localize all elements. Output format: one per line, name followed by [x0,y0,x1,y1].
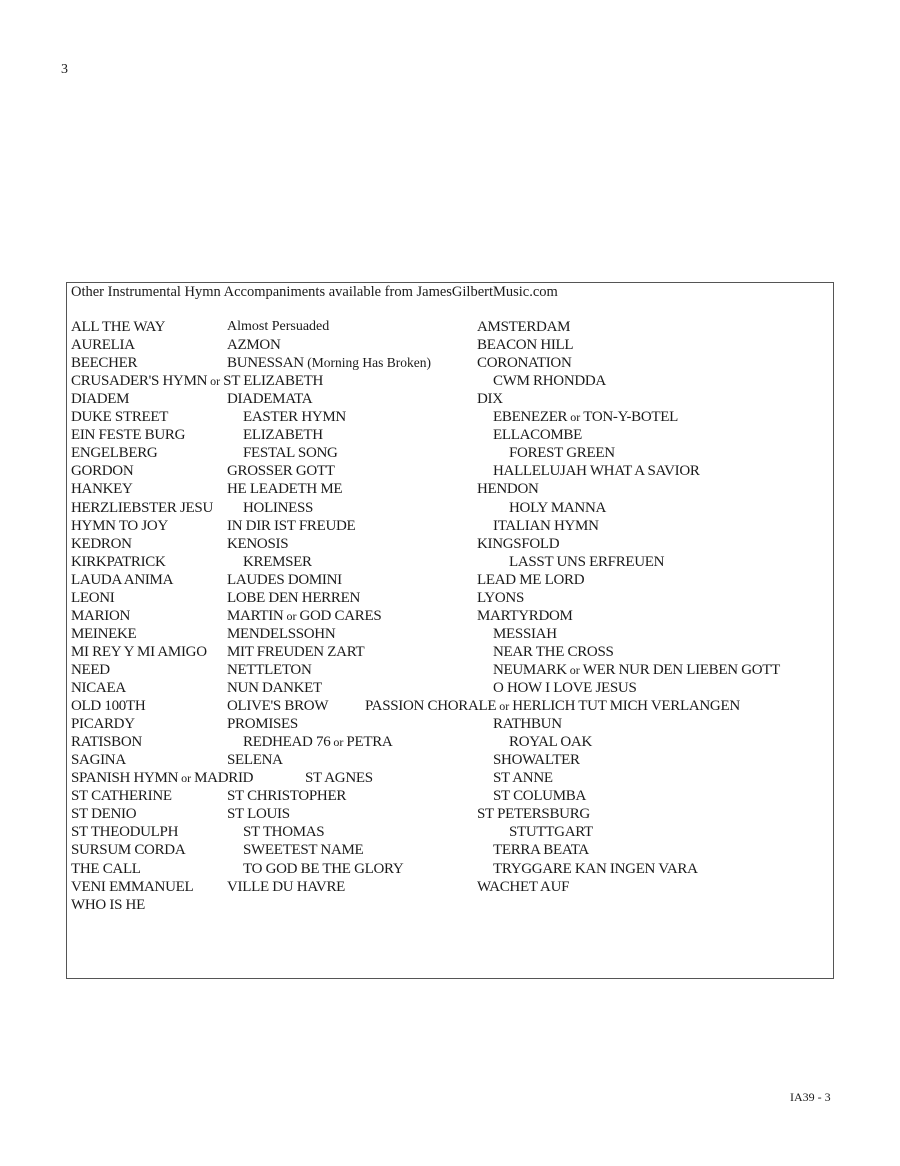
hymn-title: ST CATHERINE [71,788,172,805]
hymn-title: ST CHRISTOPHER [227,788,347,805]
hymn-title: RATHBUN [493,716,562,733]
hymn-title: FOREST GREEN [509,445,615,462]
hymn-title: IN DIR IST FREUDE [227,517,356,534]
hymn-title: BEECHER [71,355,138,372]
hymn-title: HE LEADETH ME [227,481,343,498]
hymn-title: HYMN TO JOY [71,517,168,534]
hymn-title: MI REY Y MI AMIGO [71,643,207,660]
hymn-title: Almost Persuaded [227,319,330,334]
page-number: 3 [61,62,68,77]
hymn-list-box [66,282,834,979]
hymn-title: RATISBON [71,734,142,751]
hymn-title: LEAD ME LORD [477,571,585,588]
hymn-title: NEED [71,661,110,678]
footer-code: IA39 - 3 [790,1090,831,1104]
hymn-title: SWEETEST NAME [243,842,364,859]
hymn-title: MARTIN or GOD CARES [227,607,382,624]
hymn-title: OLIVE'S BROW [227,698,329,715]
hymn-title: MARION [71,607,131,624]
hymn-title: EASTER HYMN [243,409,346,426]
hymn-title: DIADEM [71,391,130,408]
hymn-title: NETTLETON [227,661,312,678]
hymn-title: PICARDY [71,716,135,733]
hymn-title: VILLE DU HAVRE [227,878,346,895]
hymn-title: ST THEODULPH [71,824,179,841]
hymn-title: KREMSER [243,553,312,570]
hymn-title: PASSION CHORALE or HERLICH TUT MICH VERLANGEN [365,698,740,715]
hymn-title: LASST UNS ERFREUEN [509,553,665,570]
hymn-title: DIX [477,391,503,408]
hymn-title: ELLACOMBE [493,427,582,444]
hymn-title: OLD 100TH [71,698,146,715]
hymn-title: CORONATION [477,355,572,372]
hymn-title: CRUSADER'S HYMN or ST ELIZABETH [71,373,324,390]
hymn-title: LAUDA ANIMA [71,571,174,588]
hymn-title: BEACON HILL [477,337,574,354]
hymn-title: ELIZABETH [243,427,323,444]
hymn-title: KENOSIS [227,535,289,552]
hymn-title: LOBE DEN HERREN [227,589,360,606]
hymn-title: SHOWALTER [493,752,580,769]
hymn-title: ST ANNE [493,770,553,787]
hymn-title: GROSSER GOTT [227,463,335,480]
hymn-title: VENI EMMANUEL [71,878,194,895]
hymn-title: ST PETERSBURG [477,806,590,823]
hymn-title: PROMISES [227,716,298,733]
hymn-title: MESSIAH [493,625,557,642]
hymn-title: HANKEY [71,481,133,498]
hymn-title: SURSUM CORDA [71,842,186,859]
hymn-title: NEAR THE CROSS [493,643,614,660]
hymn-title: GORDON [71,463,134,480]
hymn-title: DUKE STREET [71,409,169,426]
hymn-title: ST COLUMBA [493,788,586,805]
hymn-title: KIRKPATRICK [71,553,166,570]
hymn-title: NICAEA [71,680,126,696]
hymn-title: KINGSFOLD [477,535,560,552]
hymn-title: LAUDES DOMINI [227,571,342,588]
hymn-title: ST AGNES [305,770,373,787]
hymn-title: ST THOMAS [243,824,325,841]
hymn-title: TO GOD BE THE GLORY [243,860,404,877]
hymn-title: ROYAL OAK [509,734,592,751]
hymn-title: TRYGGARE KAN INGEN VARA [493,860,698,877]
hymn-title: STUTTGART [509,824,593,841]
hymn-title: AURELIA [71,337,135,354]
hymn-title: MENDELSSOHN [227,625,336,642]
hymn-title: REDHEAD 76 or PETRA [243,734,393,751]
hymn-title: HOLINESS [243,499,314,516]
hymn-title: SAGINA [71,752,126,769]
hymn-title: CWM RHONDDA [493,373,606,390]
hymn-title: EIN FESTE BURG [71,427,186,444]
hymn-title: WHO IS HE [71,896,145,913]
hymn-title: NUN DANKET [227,680,322,696]
hymn-title: ST DENIO [71,806,137,823]
hymn-title: ITALIAN HYMN [493,517,599,534]
hymn-title: LEONI [71,589,115,606]
hymn-list [67,283,833,978]
hymn-title: HOLY MANNA [509,499,607,516]
hymn-title: MARTYRDOM [477,607,573,624]
hymn-title: O HOW I LOVE JESUS [493,680,637,696]
box-title: Other Instrumental Hymn Accompaniments available from JamesGilbertMusic.com [71,284,558,300]
hymn-title: EBENEZER or TON-Y-BOTEL [493,409,679,426]
hymn-title: FESTAL SONG [243,445,338,462]
hymn-title: WACHET AUF [477,878,570,895]
hymn-title: HENDON [477,481,539,498]
hymn-title: MIT FREUDEN ZART [227,643,365,660]
hymn-title: TERRA BEATA [493,842,589,859]
hymn-title: THE CALL [71,860,141,877]
hymn-title: AMSTERDAM [477,319,571,335]
hymn-title: NEUMARK or WER NUR DEN LIEBEN GOTT [493,661,780,678]
hymn-title: BUNESSAN (Morning Has Broken) [227,355,431,372]
hymn-title: SPANISH HYMN or MADRID [71,770,254,787]
hymn-title: KEDRON [71,535,132,552]
hymn-title: ALL THE WAY [71,319,166,335]
hymn-title: ENGELBERG [71,445,158,462]
hymn-title: AZMON [227,337,281,354]
hymn-title: HERZLIEBSTER JESU [71,499,213,516]
hymn-title: ST LOUIS [227,806,290,823]
hymn-title: SELENA [227,752,283,769]
hymn-title: DIADEMATA [227,391,313,408]
hymn-title: LYONS [477,589,525,606]
hymn-title: HALLELUJAH WHAT A SAVIOR [493,463,700,480]
hymn-title: MEINEKE [71,625,137,642]
